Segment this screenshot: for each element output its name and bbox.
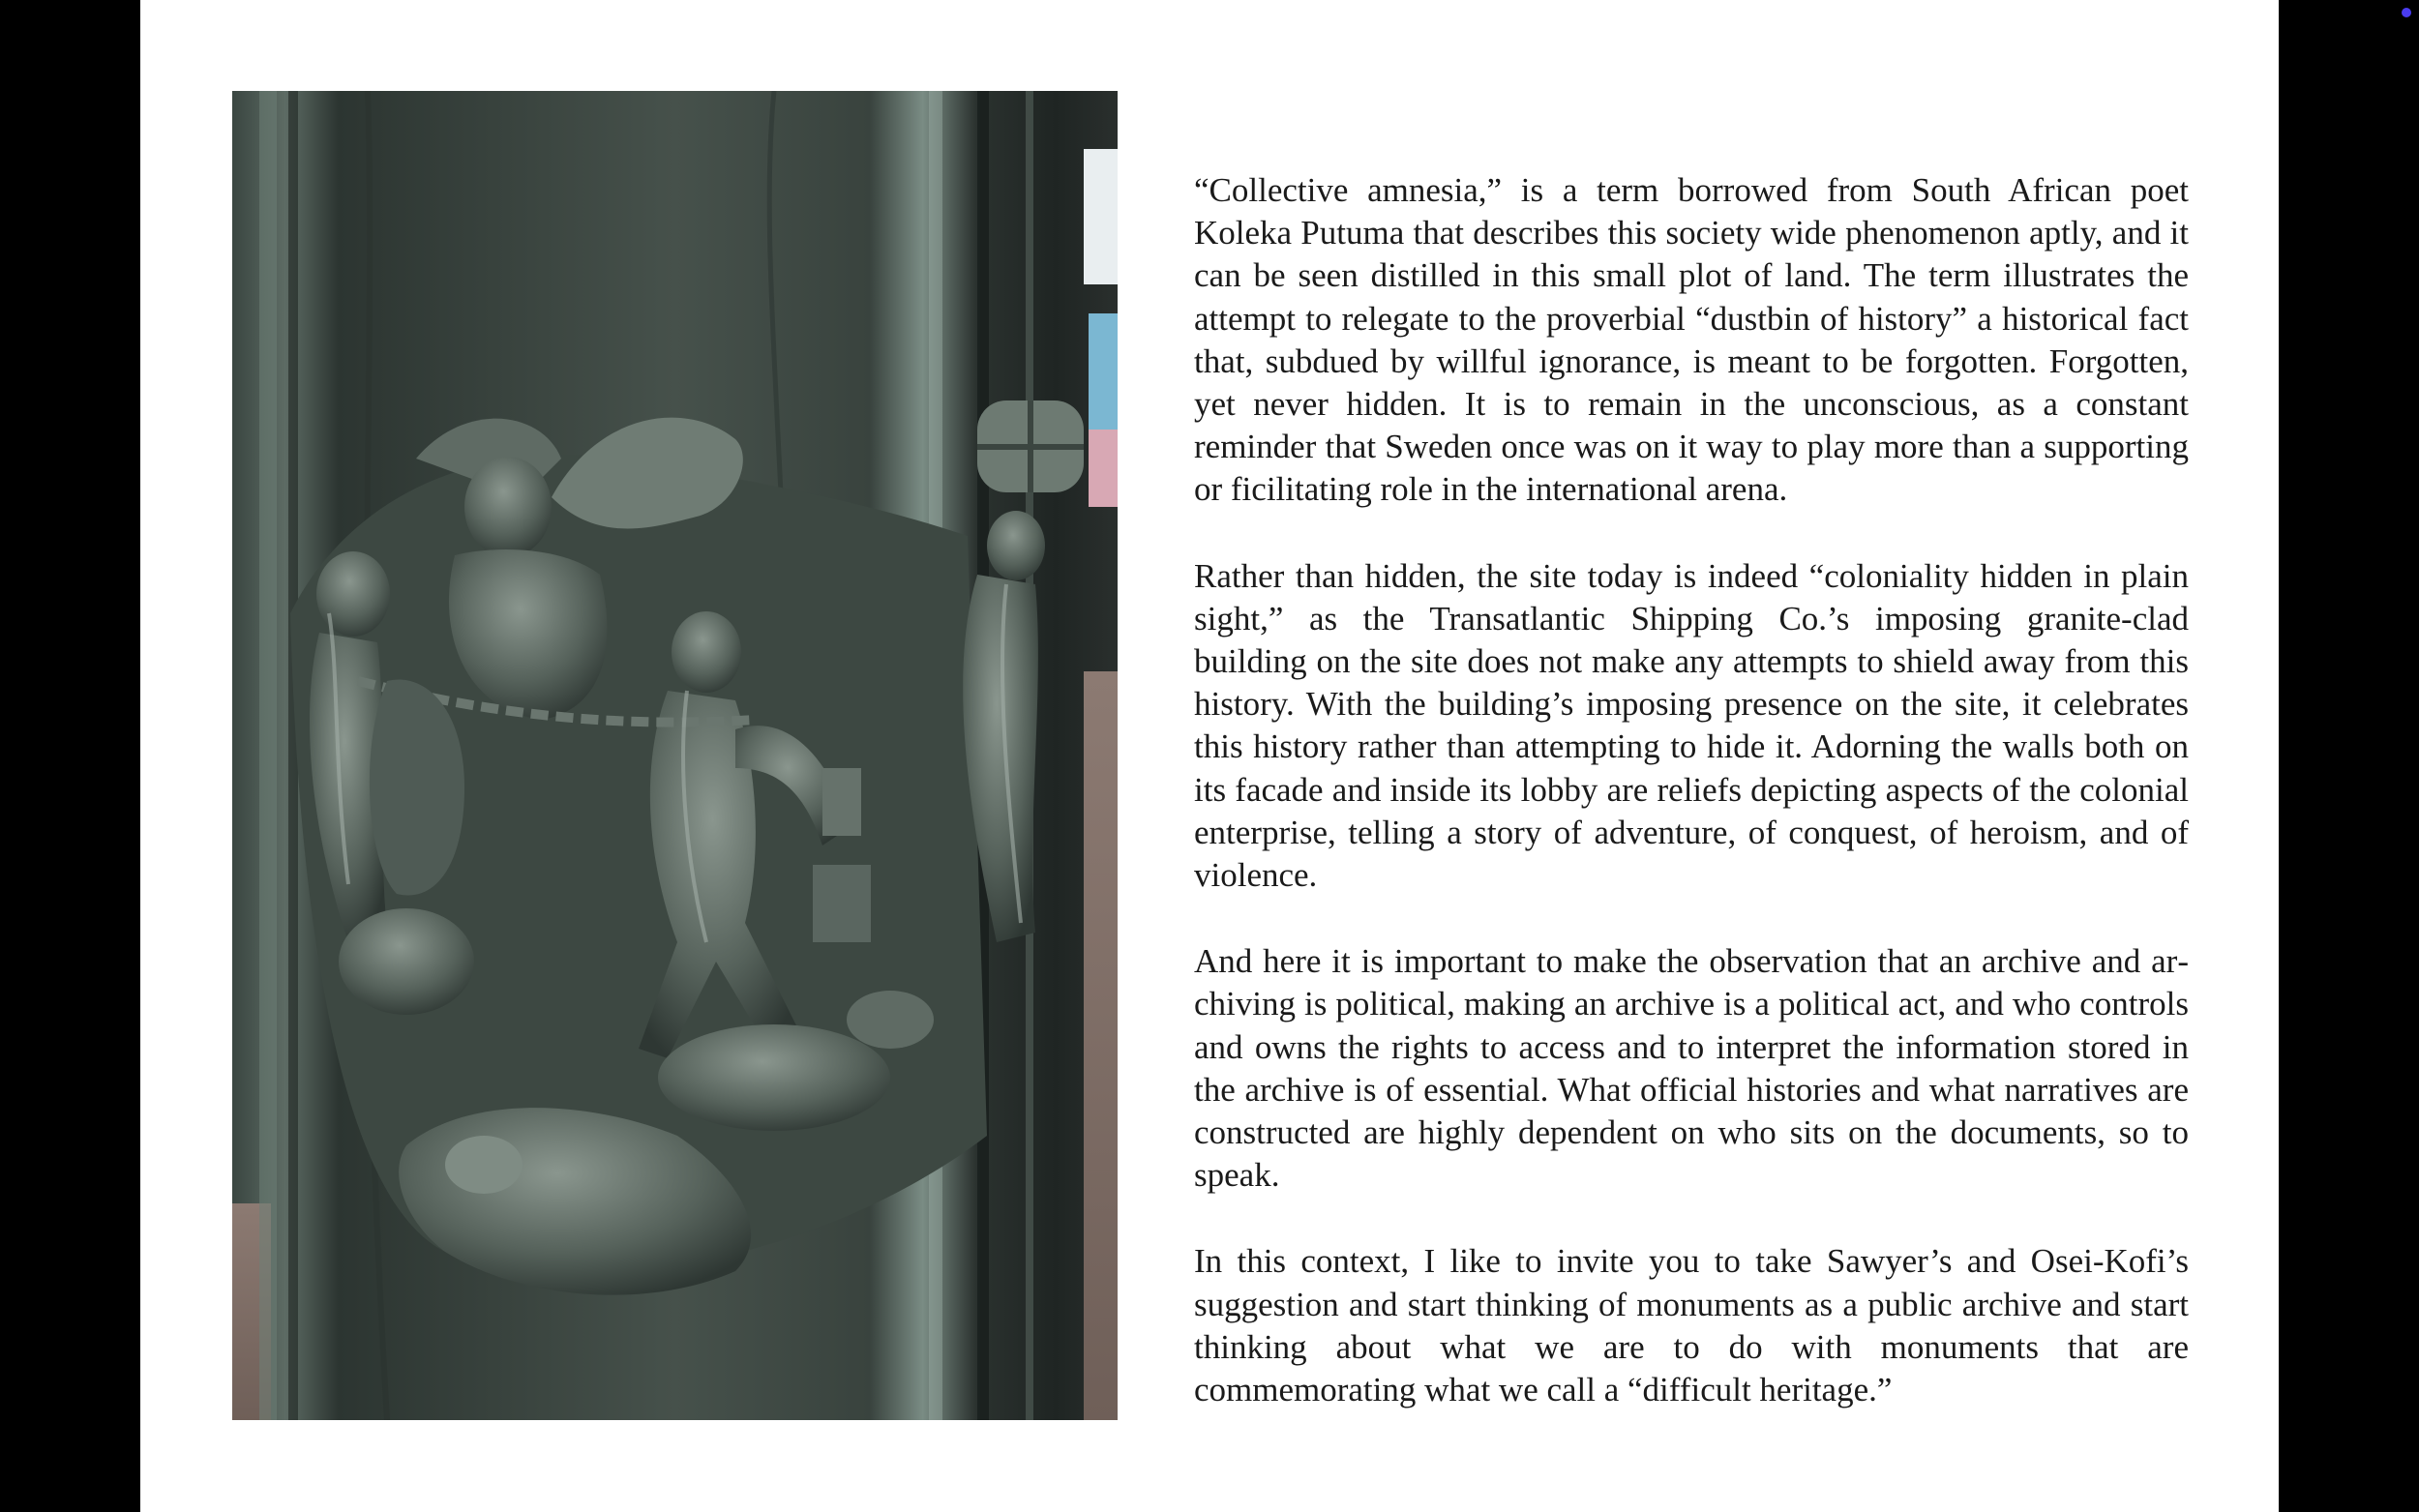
bronze-relief-photo bbox=[232, 91, 1118, 1420]
paragraph-archive-political: And here it is important to make the observation that an archive and archiving is political, making an archive is a political act, and who controls and owns the rights to access and to interpret the information stored in the archive is of essential. What official histories and what narratives are constructed are highly dependent on who sits on the documents, so to speak. bbox=[1194, 942, 2189, 1195]
relief-illustration bbox=[232, 91, 1118, 1420]
article-text-column bbox=[1194, 169, 2189, 1455]
paragraph-collective-amnesia: “Collective amnesia,” is a term borrowed from South African poet Koleka Putuma that describes this society wide phenomenon aptly, and it can be seen distilled in this small plot of land. The term illustrates the attempt to relegate to the proverbial “dustbin of history” a historical fact that, subdued by willful ignorance, is meant to be forgotten. Forgotten, yet never hidden. It is to remain in the unconscious, as a constant reminder that Sweden once was on it way to play more than a supporting or ficilitating role in the international arena. bbox=[1194, 171, 2189, 509]
status-indicator-dot bbox=[2402, 8, 2411, 17]
paragraph-difficult-heritage: In this context, I like to invite you to take Sawyer’s and Osei-Kofi’s suggestion and start thinking of monuments as a public archive and start thinking about what we are to do with monuments that are commemorating what we call a “difficult heritage.” bbox=[1194, 1242, 2189, 1409]
document-page bbox=[140, 0, 2279, 1512]
paragraph-hidden-in-plain-sight: Rather than hidden, the site today is indeed “coloniality hidden in plain sight,” as the Transatlantic Shipping Co.’s imposing granite-clad building on the site does not make any attempts to shield away from this history. With the building’s imposing presence on the site, it celebrates this history rather than attempting to hide it. Adorning the walls both on its facade and inside its lobby are reliefs depicting aspects of the colonial enterprise, telling a story of adventure, of conquest, of heroism, and of violence. bbox=[1194, 556, 2189, 895]
